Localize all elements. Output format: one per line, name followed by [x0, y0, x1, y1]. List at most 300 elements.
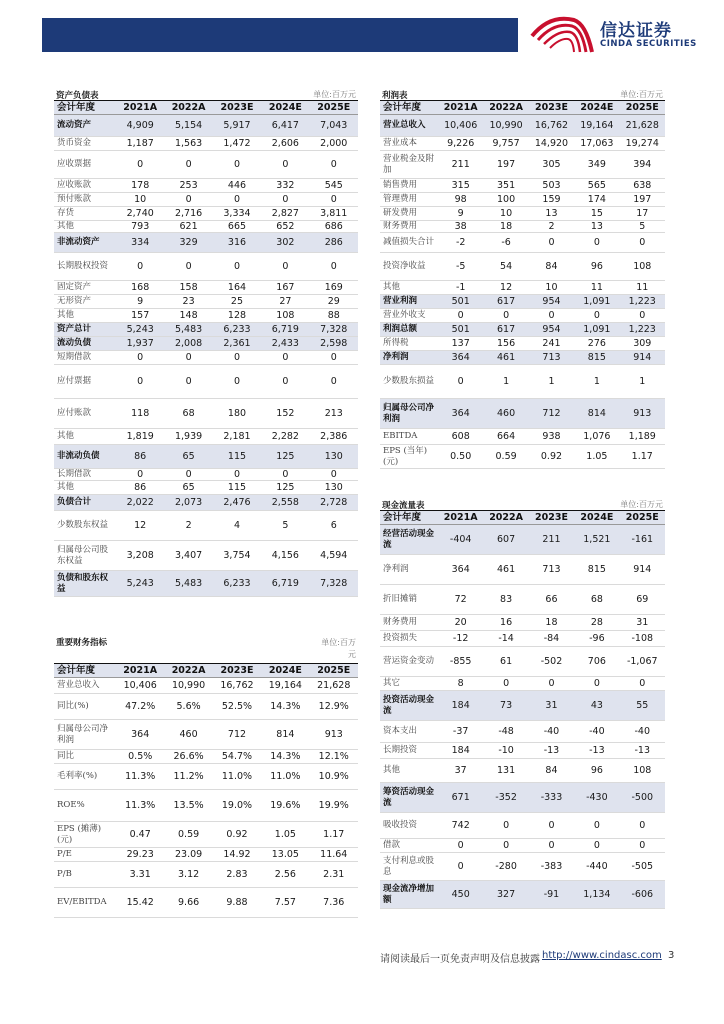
cell-value: 10: [134, 194, 147, 205]
cell-value: 7,328: [320, 324, 348, 335]
table-header-row: [380, 101, 665, 115]
cell-value: 2,598: [320, 338, 348, 349]
cell-value: -502: [540, 656, 563, 667]
table-row: [380, 615, 665, 631]
cell-value: 0.59: [178, 829, 200, 840]
row-label: 营业成本: [383, 138, 418, 148]
cell-value: -96: [589, 633, 605, 644]
cell-value: 9: [457, 208, 464, 219]
cell-value: 2,606: [271, 138, 299, 149]
row-label: EV/EBITDA: [57, 897, 107, 907]
cell-value: 0: [593, 678, 600, 689]
cell-value: 0: [330, 469, 337, 480]
cell-value: 0: [185, 352, 192, 363]
row-label: 财务费用: [383, 617, 418, 627]
cell-value: 0: [639, 820, 646, 831]
cell-value: -37: [452, 726, 469, 737]
cell-value: 0: [548, 310, 555, 321]
column-header: 2022A: [489, 512, 523, 523]
cell-value: 4,909: [126, 120, 154, 131]
table-row: [380, 881, 665, 909]
row-label: 净利润: [383, 564, 409, 574]
table-row: [380, 323, 665, 337]
cell-value: 6,233: [223, 324, 251, 335]
cell-value: 98: [454, 194, 467, 205]
row-label: 销售费用: [383, 180, 418, 190]
cell-value: 18: [500, 221, 513, 232]
table-row: [54, 193, 358, 207]
cell-value: 5: [282, 520, 289, 531]
cell-value: 184: [451, 700, 470, 711]
table-row: [380, 677, 665, 691]
cell-value: 96: [590, 261, 603, 272]
cell-value: -12: [452, 633, 469, 644]
column-header: 2025E: [317, 665, 351, 676]
cell-value: 6,719: [271, 324, 299, 335]
table-row: [380, 853, 665, 881]
cell-value: 128: [227, 310, 247, 321]
cell-value: 174: [587, 194, 606, 205]
row-label: 应收票据: [57, 159, 92, 169]
cell-value: 17: [636, 208, 649, 219]
row-label: 长期借款: [57, 469, 92, 479]
cell-value: -91: [543, 889, 560, 900]
row-label: 归属母公司股东权益: [57, 544, 109, 566]
cell-value: 2,000: [320, 138, 348, 149]
cell-value: 68: [590, 594, 603, 605]
table-row: [380, 281, 665, 295]
row-label: 长期股权投资: [57, 261, 109, 271]
row-label: 营业总收入: [57, 680, 100, 690]
brand-logo: [528, 8, 718, 60]
cell-value: 913: [633, 408, 652, 419]
cell-value: 0: [137, 159, 144, 170]
cell-value: 607: [497, 534, 516, 545]
brand-name-en: CINDA SECURITIES: [600, 39, 697, 49]
cell-value: 0: [639, 310, 646, 321]
cell-value: 815: [587, 352, 606, 363]
cell-value: 713: [542, 352, 561, 363]
cell-value: 276: [587, 338, 606, 349]
row-label: 货币资金: [57, 138, 92, 148]
row-label: P/B: [57, 869, 72, 879]
cinda-logo-icon: [528, 12, 594, 56]
column-header: 2023E: [220, 665, 254, 676]
row-label: 归属母公司净利润: [57, 723, 109, 745]
cell-value: 211: [542, 534, 561, 545]
header-label: 会计年度: [57, 665, 96, 676]
cell-value: 0: [503, 820, 510, 831]
cell-value: 61: [500, 656, 513, 667]
cell-value: 617: [497, 324, 516, 335]
cell-value: 4: [233, 520, 240, 531]
cell-value: 54: [500, 261, 513, 272]
cell-value: 5,917: [223, 120, 251, 131]
cell-value: 9: [137, 296, 144, 307]
cell-value: 13.05: [271, 849, 299, 860]
table-row: [54, 207, 358, 221]
cell-value: 2.31: [323, 869, 345, 880]
row-label: 其它: [383, 678, 401, 688]
cell-value: 0: [185, 376, 192, 387]
row-label: 营业总收入: [383, 120, 426, 130]
row-label: 应付账款: [57, 408, 92, 418]
cell-value: 1,091: [583, 324, 611, 335]
cell-value: 18: [545, 617, 558, 628]
cell-value: -1: [455, 282, 466, 293]
cell-value: 0: [282, 194, 289, 205]
cell-value: 100: [497, 194, 516, 205]
table-row: [54, 221, 358, 233]
cell-value: 954: [542, 324, 561, 335]
row-label: 研发费用: [383, 208, 418, 218]
key-ratios-table: [54, 634, 358, 918]
row-label: 借款: [383, 840, 401, 850]
cell-value: 0: [233, 194, 240, 205]
header-banner: [42, 18, 518, 52]
table-row: [380, 445, 665, 469]
cell-value: 3,811: [320, 208, 348, 219]
table-row: [380, 115, 665, 137]
cell-value: 0: [503, 678, 510, 689]
row-label: P/E: [57, 849, 72, 859]
cell-value: 2.56: [274, 869, 296, 880]
cell-value: 686: [324, 221, 343, 232]
table-row: [380, 233, 665, 253]
cell-value: 66: [545, 594, 558, 605]
cell-value: 305: [542, 159, 561, 170]
cell-value: 0: [457, 840, 464, 851]
cell-value: 2,386: [320, 431, 348, 442]
row-label: 所得税: [383, 338, 409, 348]
table-row: [380, 429, 665, 445]
cell-value: 5: [639, 221, 646, 232]
table-row: [380, 365, 665, 399]
cell-value: 302: [276, 237, 295, 248]
cell-value: -161: [631, 534, 654, 545]
cell-value: 197: [497, 159, 516, 170]
cell-value: 1: [593, 376, 600, 387]
cell-value: 364: [451, 352, 470, 363]
website-link[interactable]: http://www.cindasc.com: [542, 950, 662, 961]
cell-value: 0: [233, 261, 240, 272]
cell-value: 65: [182, 482, 195, 493]
cell-value: 1,134: [583, 889, 611, 900]
cell-value: -606: [631, 889, 654, 900]
cell-value: 0: [185, 159, 192, 170]
cell-value: 3,334: [223, 208, 251, 219]
cell-value: 241: [542, 338, 561, 349]
row-label: 无形资产: [57, 296, 92, 306]
cell-value: -40: [543, 726, 560, 737]
cell-value: 43: [590, 700, 603, 711]
cell-value: 65: [182, 451, 195, 462]
table-row: [54, 151, 358, 179]
cell-value: 8: [457, 678, 464, 689]
cell-value: -500: [631, 792, 654, 803]
cell-value: 31: [636, 617, 649, 628]
table-row: [54, 495, 358, 511]
table-row: [54, 337, 358, 351]
table-row: [54, 822, 358, 848]
column-header: 2025E: [317, 102, 351, 113]
cell-value: 286: [324, 237, 343, 248]
row-label: 应收账款: [57, 180, 92, 190]
column-header: 2022A: [489, 102, 523, 113]
row-label: 归属母公司净利润: [383, 402, 435, 424]
cell-value: 0: [503, 310, 510, 321]
table-row: [54, 848, 358, 862]
row-label: 其他: [383, 765, 401, 775]
cell-value: 180: [227, 408, 247, 419]
cell-value: 5,243: [126, 578, 154, 589]
cell-value: -404: [449, 534, 472, 545]
cell-value: 108: [633, 765, 652, 776]
cell-value: 0.5%: [128, 751, 153, 762]
cell-value: 5,483: [174, 324, 203, 335]
table-title-bar: [380, 498, 665, 511]
cell-value: 1.17: [631, 451, 653, 462]
cell-value: 954: [542, 296, 561, 307]
cell-value: 72: [454, 594, 467, 605]
cell-value: 713: [542, 564, 561, 575]
row-label: 长期投资: [383, 745, 418, 755]
cell-value: 0: [282, 376, 289, 387]
cell-value: 54.7%: [221, 751, 253, 762]
cell-value: -5: [455, 261, 466, 272]
cell-value: 2,433: [271, 338, 299, 349]
cell-value: 1,819: [126, 431, 154, 442]
cell-value: 2.83: [226, 869, 248, 880]
unit-label: 单位:百万元: [620, 90, 663, 99]
row-label: 经营活动现金流: [383, 528, 435, 550]
row-label: 同比(%): [57, 701, 89, 711]
cell-value: 1,076: [583, 431, 611, 442]
column-header: 2021A: [443, 102, 478, 113]
cell-value: 617: [497, 296, 516, 307]
cell-value: 213: [324, 408, 343, 419]
cell-value: 7.57: [274, 897, 296, 908]
table-row: [54, 481, 358, 495]
cell-value: 13.5%: [173, 800, 204, 811]
cell-value: 329: [179, 237, 198, 248]
column-header: 2024E: [580, 512, 614, 523]
cell-value: 9,757: [492, 138, 520, 149]
cell-value: 2,558: [271, 497, 299, 508]
table-row: [380, 179, 665, 193]
cell-value: 364: [451, 564, 470, 575]
cell-value: 2: [548, 221, 555, 232]
cell-value: 197: [633, 194, 652, 205]
row-label: 固定资产: [57, 282, 92, 292]
row-label: 毛利率(%): [57, 771, 98, 781]
column-header: 2022A: [171, 102, 206, 113]
cell-value: 10: [545, 282, 558, 293]
cell-value: 84: [545, 261, 558, 272]
row-label: 流动负债: [57, 338, 92, 348]
cell-value: 665: [227, 221, 247, 232]
row-label: 投资活动现金流: [383, 694, 435, 716]
row-label: 资产总计: [57, 324, 92, 334]
column-header: 2025E: [625, 512, 659, 523]
cell-value: 914: [633, 352, 652, 363]
cell-value: 2,361: [223, 338, 251, 349]
cell-value: 11.0%: [270, 771, 301, 782]
cell-value: 88: [327, 310, 340, 321]
table-row: [54, 541, 358, 571]
cell-value: 0.92: [540, 451, 563, 462]
row-label: 营业税金及附加: [383, 153, 435, 175]
cell-value: 664: [497, 431, 516, 442]
table-title: 利润表: [382, 91, 408, 101]
cell-value: 0: [548, 840, 555, 851]
cell-value: 460: [179, 729, 198, 740]
cell-value: 0: [330, 376, 337, 387]
cell-value: 0: [233, 376, 240, 387]
cell-value: 1,223: [628, 324, 656, 335]
cell-value: 84: [545, 765, 558, 776]
cell-value: 0: [233, 469, 240, 480]
cell-value: 1: [548, 376, 555, 387]
cell-value: 55: [636, 700, 649, 711]
cell-value: 364: [451, 408, 470, 419]
cell-value: 503: [542, 180, 561, 191]
cell-value: 1,563: [174, 138, 203, 149]
cell-value: 0: [457, 861, 464, 872]
cell-value: 23.09: [174, 849, 203, 860]
cell-value: 0: [593, 237, 600, 248]
row-label: 资本支出: [383, 726, 418, 736]
cell-value: 9.66: [178, 897, 200, 908]
cell-value: 13: [590, 221, 603, 232]
cell-value: 52.5%: [221, 701, 253, 712]
cell-value: 10,990: [171, 680, 206, 691]
table-row: [54, 295, 358, 309]
cell-value: 4,594: [320, 550, 348, 561]
cell-value: 130: [324, 451, 343, 462]
cell-value: 12.1%: [318, 751, 349, 762]
cell-value: 0: [137, 469, 144, 480]
cell-value: 3,208: [126, 550, 154, 561]
cell-value: 394: [633, 159, 652, 170]
cell-value: 9.88: [226, 897, 248, 908]
row-label: 其他: [383, 282, 401, 292]
cell-value: 0.50: [450, 451, 472, 462]
cell-value: 2,181: [223, 431, 251, 442]
row-label: 折旧摊销: [383, 594, 418, 604]
cell-value: 1,187: [126, 138, 154, 149]
table-row: [380, 337, 665, 351]
cell-value: 0: [639, 237, 646, 248]
cell-value: 309: [633, 338, 652, 349]
unit-label: 单位:百万元: [313, 90, 356, 99]
column-header: 2024E: [268, 665, 302, 676]
table-row: [54, 469, 358, 481]
cell-value: 6,719: [271, 578, 299, 589]
cell-value: 178: [131, 180, 150, 191]
cell-value: 83: [500, 594, 513, 605]
table-row: [380, 399, 665, 429]
cell-value: 14.3%: [270, 701, 301, 712]
row-label: 营业利润: [383, 296, 418, 306]
table-row: [54, 445, 358, 469]
cell-value: 169: [324, 282, 343, 293]
table-row: [380, 309, 665, 323]
cell-value: 2,008: [174, 338, 203, 349]
cell-value: 11.64: [320, 849, 348, 860]
cell-value: -10: [498, 745, 514, 756]
cell-value: 11: [590, 282, 603, 293]
table-row: [54, 571, 358, 597]
row-label: 营业外收支: [383, 310, 426, 320]
table-row: [54, 790, 358, 822]
column-header: 2021A: [443, 512, 478, 523]
cell-value: 16: [500, 617, 513, 628]
cell-value: 0: [137, 261, 144, 272]
cell-value: -48: [498, 726, 514, 737]
cell-value: 671: [451, 792, 470, 803]
cell-value: 1,189: [628, 431, 656, 442]
cell-value: 1,472: [223, 138, 251, 149]
cell-value: 168: [131, 282, 150, 293]
cell-value: 167: [276, 282, 295, 293]
cell-value: 125: [276, 451, 295, 462]
cell-value: 0: [457, 376, 464, 387]
cell-value: 253: [179, 180, 198, 191]
cell-value: 0: [503, 840, 510, 851]
cell-value: 712: [542, 408, 561, 419]
cell-value: -13: [589, 745, 605, 756]
cell-value: 73: [500, 700, 513, 711]
cell-value: -84: [543, 633, 560, 644]
column-header: 2024E: [580, 102, 614, 113]
cell-value: 27: [279, 296, 292, 307]
cell-value: 1,223: [628, 296, 656, 307]
cell-value: 0: [457, 310, 464, 321]
cell-value: 0: [548, 678, 555, 689]
cell-value: 15: [590, 208, 603, 219]
cell-value: 10,990: [489, 120, 523, 131]
cell-value: -13: [634, 745, 651, 756]
row-label: 同比: [57, 751, 75, 761]
table-row: [380, 743, 665, 759]
table-row: [54, 137, 358, 151]
cell-value: 156: [497, 338, 516, 349]
cell-value: 1.05: [586, 451, 608, 462]
table-row: [54, 399, 358, 429]
table-row: [380, 631, 665, 647]
cell-value: 12.9%: [318, 701, 349, 712]
cell-value: 38: [454, 221, 467, 232]
cell-value: 14,920: [534, 138, 569, 149]
cell-value: 2,728: [320, 497, 348, 508]
cell-value: 814: [587, 408, 606, 419]
row-label: 减值损失合计: [383, 237, 435, 247]
cell-value: 28: [590, 617, 603, 628]
cell-value: 638: [633, 180, 652, 191]
row-label: 应付票据: [57, 376, 92, 386]
cell-value: -383: [540, 861, 563, 872]
table-row: [380, 555, 665, 585]
cell-value: 7,043: [320, 120, 348, 131]
cell-value: 12: [134, 520, 147, 531]
cell-value: 0: [330, 261, 337, 272]
cell-value: 914: [633, 564, 652, 575]
cell-value: 118: [131, 408, 150, 419]
table-row: [380, 839, 665, 853]
table-row: [380, 721, 665, 743]
table-row: [54, 694, 358, 720]
